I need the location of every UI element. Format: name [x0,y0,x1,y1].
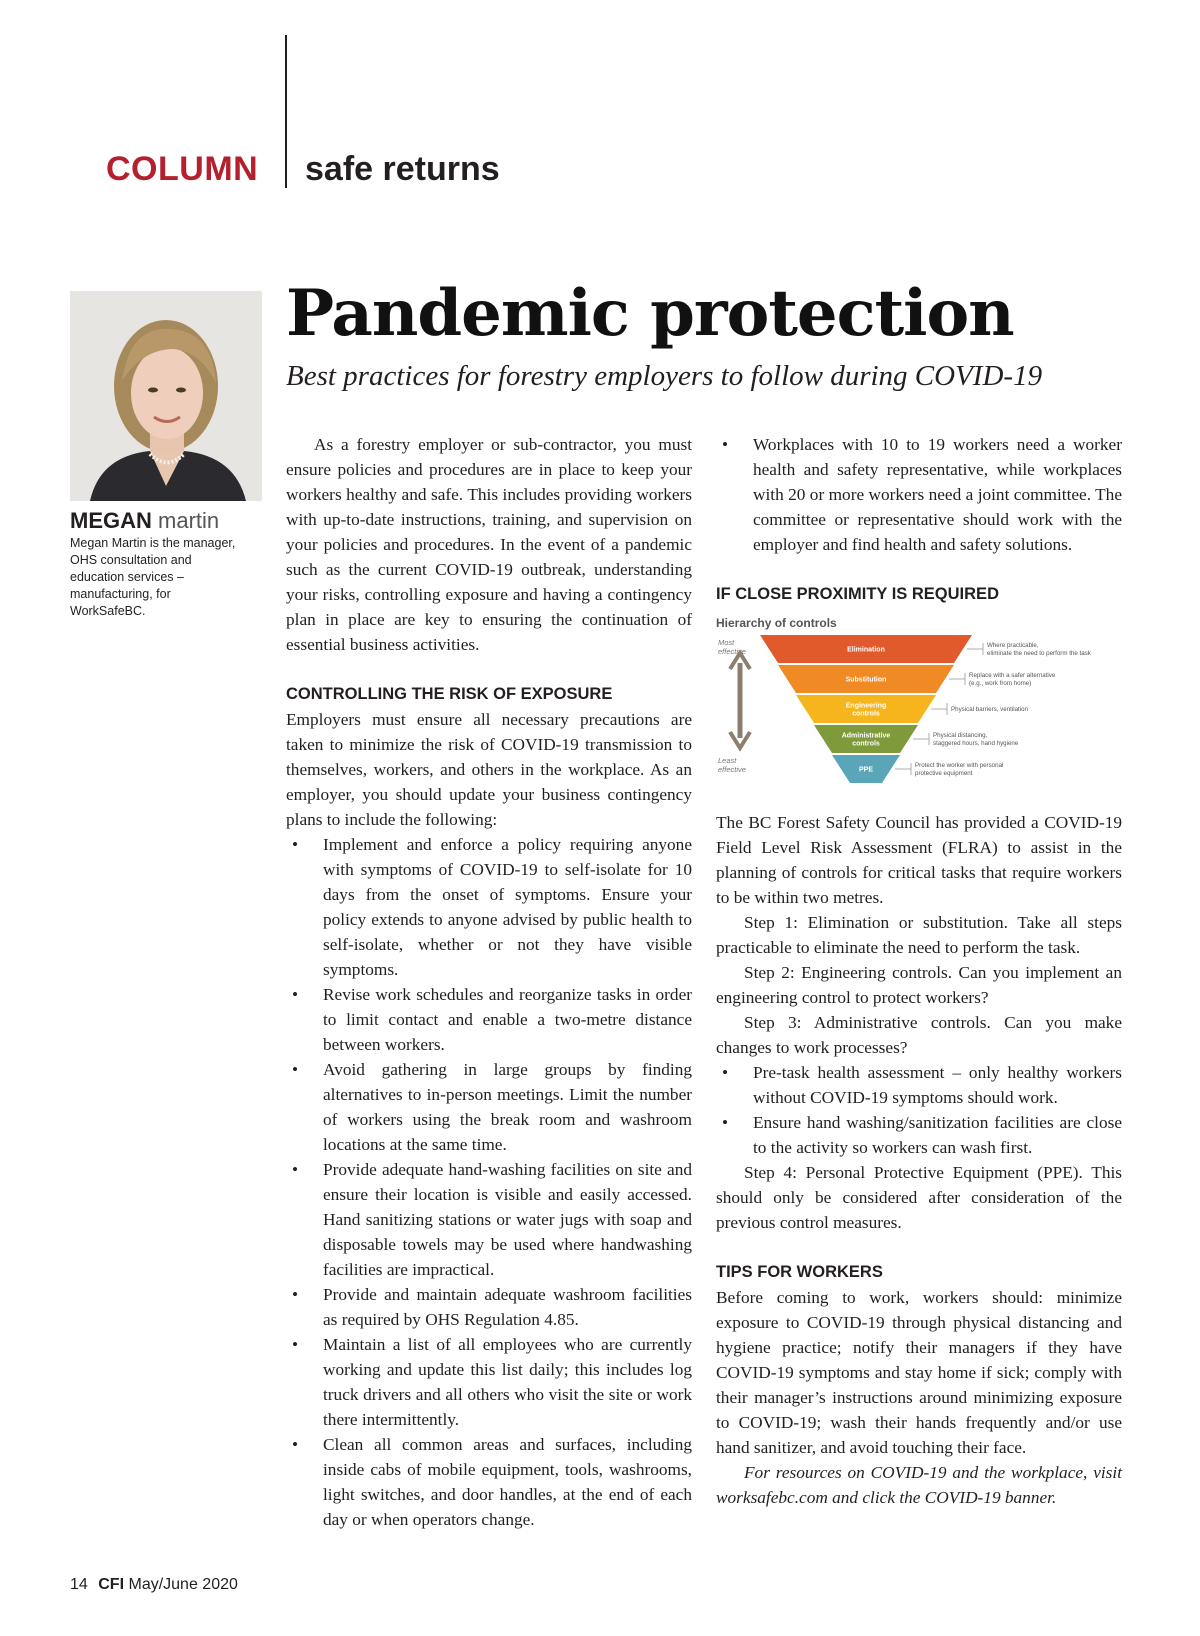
list-item [716,432,1122,557]
list-item-text: Ensure hand washing/sanitization facilities are close to the activity so workers can wash first. [753,1113,1122,1157]
issue-date: May/June 2020 [128,1576,238,1593]
step-2: Step 2: Engineering controls. Can you implement an engineering control to protect workers? [716,963,1122,1007]
hierarchy-level-label: Engineering controls [845,702,887,718]
author-photo [70,291,262,501]
list-item [286,1282,692,1332]
step-3: Step 3: Administrative controls. Can you make changes to work processes? [716,1013,1122,1057]
committee-bullet-list [716,432,1122,557]
list-item-text: Maintain a list of all employees who are currently working and update this list daily; this includes log truck drivers and all others who visit the site or work there intermittently. [323,1335,692,1429]
step-4: Step 4: Personal Protective Equipment (PPE). This should only be considered after consideration of the previous control measures. [716,1163,1122,1232]
hierarchy-level [814,725,1019,753]
diagram-title: Hierarchy of controls [716,616,837,630]
list-item-text: Pre-task health assessment – only healthy workers without COVID-19 symptoms should work. [753,1063,1122,1107]
bullet-icon: • [292,1160,299,1179]
diagram-bottom-label: Least effective [718,756,746,774]
section-heading-tips: TIPS FOR WORKERS [716,1263,883,1281]
section-heading-exposure: CONTROLLING THE RISK OF EXPOSURE [286,685,613,703]
list-item-text: Avoid gathering in large groups by finding alternatives to in-person meetings. Limit the number of workers using the break room and washroom locations at the same time. [323,1060,692,1154]
hierarchy-level-label: Substitution [845,676,887,684]
bullet-icon: • [292,1435,299,1454]
header-separator [285,160,287,188]
hierarchy-level-label: PPE [858,766,874,774]
bullet-icon: • [292,1335,299,1354]
exposure-bullet-list [286,832,692,1532]
left-column [286,432,692,1532]
article-title: Pandemic protection [286,276,1014,351]
step-1: Step 1: Elimination or substitution. Take all steps practicable to eliminate the need to perform the task. [716,913,1122,957]
step3-bullet-list [716,1060,1122,1160]
hierarchy-level [832,755,1003,783]
bullet-icon: • [722,435,729,454]
proximity-paragraph: The BC Forest Safety Council has provided a COVID-19 Field Level Risk Assessment (FLRA) to assist in the planning of controls for critical tasks that require workers to be within two metres. [716,813,1122,907]
hierarchy-level-note: Physical distancing, staggered hours, hand hygiene [933,732,1019,747]
section-heading-proximity: IF CLOSE PROXIMITY IS REQUIRED [716,585,999,603]
publication-name: CFI [98,1576,125,1593]
bullet-icon: • [292,1285,299,1304]
author-bio: Megan Martin is the manager, OHS consultation and education services – manufacturing, for WorkSafeBC. [70,536,236,618]
hierarchy-level-note: Replace with a safer alternative (e.g., work from home) [969,672,1056,687]
hierarchy-level-label: Elimination [847,646,885,654]
hierarchy-level [778,665,1056,693]
resources-note: For resources on COVID-19 and the workplace, visit worksafebc.com and click the COVID-19 banner. [716,1463,1122,1507]
author-name [70,508,219,534]
hierarchy-level-note: Physical barriers, ventilation [951,706,1029,713]
list-item-text: Clean all common areas and surfaces, including inside cabs of mobile equipment, tools, washrooms, light switches, and door handles, at the end of each day or when operators change. [323,1435,692,1529]
list-item [286,1432,692,1532]
column-label: COLUMN [106,150,259,188]
bullet-icon: • [292,835,299,854]
page-footer [70,1576,238,1594]
list-item [286,1157,692,1282]
hierarchy-of-controls-diagram [716,613,1122,793]
author-last-name: martin [158,508,220,533]
list-item-text: Provide and maintain adequate washroom facilities as required by OHS Regulation 4.85. [323,1285,692,1329]
bullet-icon: • [722,1113,729,1132]
article-subtitle: Best practices for forestry employers to follow during COVID-19 [286,360,1043,392]
list-item [286,1057,692,1157]
list-item-text: Implement and enforce a policy requiring anyone with symptoms of COVID-19 to self-isolate for 10 days from the onset of symptoms. Ensure your policy extends to anyone advised by public health to self-isolate, whether or not they have visible symptoms. [323,835,692,979]
list-item [716,1110,1122,1160]
page-number: 14 [70,1576,88,1593]
list-item-text: Provide adequate hand-washing facilities on site and ensure their location is visible and easily accessed. Hand sanitizing stations or water jugs with soap and disposable towels may be used where handwashing facilities are impractical. [323,1160,692,1279]
bullet-icon: • [292,985,299,1004]
hierarchy-level-label: Administrative controls [841,732,891,748]
list-item [716,1060,1122,1110]
hierarchy-level-note: Where practicable, eliminate the need to perform the task [987,642,1091,657]
diagram-top-label: Most effective [718,638,746,656]
list-item-text: Revise work schedules and reorganize tasks in order to limit contact and enable a two-metre distance between workers. [323,985,692,1054]
intro-paragraph: As a forestry employer or sub-contractor, you must ensure policies and procedures are in place to keep your workers healthy and safe. This includes providing workers with up-to-date instructions, training, and supervision on your policies and procedures. In the event of a pandemic such as the current COVID-19 outbreak, understanding your risks, controlling exposure and having a contingency plan in place are key to ensuring the continuation of essential business activities. [286,435,692,654]
hierarchy-level-note: Protect the worker with personal protective equipment [915,762,1004,777]
list-item [286,832,692,982]
exposure-intro: Employers must ensure all necessary precautions are taken to minimize the risk of COVID-19 transmission to themselves, workers, and others in the workplace. As an employer, you should update your business contingency plans to include the following: [286,710,692,829]
list-item [286,1332,692,1432]
list-item-text: Workplaces with 10 to 19 workers need a worker health and safety representative, while workplaces with 20 or more workers need a joint committee. The committee or representative should work with the employer and find health and safety solutions. [753,435,1122,554]
bullet-icon: • [292,1060,299,1079]
effectiveness-arrow-icon [730,653,750,748]
bullet-icon: • [722,1063,729,1082]
hierarchy-level [760,635,1092,663]
right-column [716,432,1122,1510]
list-item [286,982,692,1057]
author-first-name: MEGAN [70,508,152,533]
tips-paragraph: Before coming to work, workers should: minimize exposure to COVID-19 through physical distancing and hygiene practice; notify their managers if they have COVID-19 symptoms and stay home if sick; comply with their manager’s instructions around minimizing exposure to COVID-19; wash their hands frequently and/or use hand sanitizer, and avoid touching their face. [716,1288,1122,1457]
hierarchy-level [796,695,1029,723]
section-label: safe returns [305,150,500,188]
